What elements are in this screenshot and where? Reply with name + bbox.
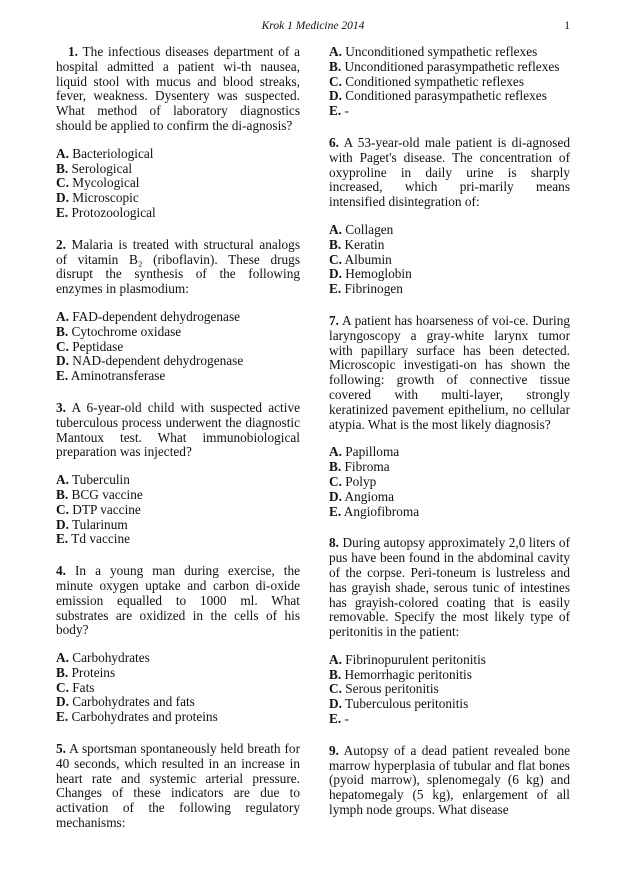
answer-options (329, 45, 570, 119)
answer-option[interactable]: A. Tuberculin (56, 472, 130, 488)
document-title: Krok 1 Medicine 2014 (261, 20, 365, 32)
question-1 (56, 45, 300, 221)
question-number: 8. (329, 535, 339, 551)
answer-option[interactable]: A. FAD-dependent dehydrogenase (56, 308, 241, 324)
answer-options (329, 223, 570, 297)
answer-option[interactable]: D. Carbohydrates and fats (56, 694, 195, 710)
question-6 (329, 136, 570, 297)
answer-option[interactable]: A. Papilloma (329, 444, 400, 460)
answer-option[interactable]: E. Carbohydrates and proteins (56, 709, 218, 725)
answer-options (56, 473, 300, 547)
question-text: The infectious diseases department of a hospital admitted a patient wi-th nausea, liquid stool with mucus and blood streaks, fever, weakness. Dysentery was suspected. What method of laboratory diagnostics should be applied to confirm the di-agnosis? (56, 44, 300, 133)
question-number: 7. (329, 312, 339, 328)
question-text: During autopsy approximately 2,0 liters of pus have been found in the abdominal cavity of the corpse. Peri-toneum is lustreless and has grayish shade, serous tunic of intestines has grayish-colored coating that is easily removable. Specify the most likely type of peritonitis in the patient: (329, 535, 570, 640)
answer-option[interactable]: B. Fibroma (329, 459, 390, 475)
question-text: Malaria is treated with structural analogs of vitamin B₂ (riboflavin). These drugs disrupt the synthesis of the following enzymes in plasmodium: (56, 236, 300, 297)
question-text: A 6-year-old child with suspected active tuberculous process underwent the diagnostic Mantoux test. What immunobiological preparation was injected? (56, 399, 300, 460)
answer-option[interactable]: B. Hemorrhagic peritonitis (329, 666, 472, 682)
answer-option[interactable]: B. Unconditioned parasympathetic reflexes (329, 58, 560, 74)
question-5-options (329, 45, 570, 119)
right-column (329, 45, 570, 826)
question-number: 3. (56, 399, 66, 415)
answer-option[interactable]: E. Td vaccine (56, 531, 130, 547)
page-header (56, 20, 570, 36)
answer-option[interactable]: B. Serological (56, 160, 133, 176)
page-number: 1 (564, 20, 570, 32)
question-3 (56, 401, 300, 547)
question-2 (56, 238, 300, 384)
answer-option[interactable]: D. Angioma (329, 488, 395, 504)
answer-option[interactable]: C. Conditioned sympathetic reflexes (329, 73, 524, 89)
answer-option[interactable]: D. Hemoglobin (329, 266, 412, 282)
question-8 (329, 536, 570, 727)
question-text: A 53-year-old male patient is di-agnosed with Paget's disease. The concentration of oxyproline in daily urine is sharply increased, which pri-marily means intensified disintegration of: (329, 134, 571, 210)
answer-option[interactable]: E. Angiofibroma (329, 503, 420, 519)
answer-option[interactable]: C. Fats (56, 679, 95, 695)
question-5 (56, 742, 300, 831)
answer-option[interactable]: A. Collagen (329, 221, 394, 237)
question-text: In a young man during exercise, the minute oxygen uptake and carbon di-oxide emission equalled to 1000 ml. What substrates are oxidized in the cells of his body? (56, 563, 300, 638)
question-number: 6. (329, 134, 339, 150)
answer-option[interactable]: A. Carbohydrates (56, 650, 150, 666)
answer-option[interactable]: B. BCG vaccine (56, 486, 143, 502)
answer-options (56, 651, 300, 725)
answer-option[interactable]: E. - (329, 103, 349, 119)
answer-option[interactable]: C. Serous peritonitis (329, 681, 439, 697)
answer-options (56, 147, 300, 221)
question-number: 4. (56, 563, 66, 579)
question-9 (329, 744, 570, 818)
answer-option[interactable]: A. Unconditioned sympathetic reflexes (329, 44, 538, 59)
answer-option[interactable]: D. NAD-dependent dehydrogenase (56, 353, 244, 369)
answer-option[interactable]: D. Tuberculous peritonitis (329, 696, 469, 712)
answer-option[interactable]: B. Proteins (56, 664, 116, 680)
question-text: A sportsman spontaneously held breath for 40 seconds, which resulted in an increase in heart rate and systemic arterial pressure. Changes of these indicators are due to activation of the following regulatory mechanisms: (56, 741, 300, 831)
answer-option[interactable]: E. Aminotransferase (56, 368, 166, 384)
answer-option[interactable]: B. Keratin (329, 236, 385, 252)
answer-options (329, 445, 570, 519)
question-number: 2. (56, 236, 66, 252)
answer-option[interactable]: B. Cytochrome oxidase (56, 323, 182, 339)
answer-options (56, 310, 300, 384)
answer-option[interactable]: C. DTP vaccine (56, 501, 141, 517)
question-7 (329, 314, 570, 519)
question-number: 9. (329, 742, 339, 758)
answer-option[interactable]: C. Polyp (329, 473, 377, 489)
answer-option[interactable]: E. Protozoological (56, 204, 156, 220)
answer-option[interactable]: D. Microscopic (56, 190, 139, 206)
question-number: 5. (56, 741, 66, 757)
answer-option[interactable]: D. Tularinum (56, 516, 128, 532)
question-text: A patient has hoarseness of voi-ce. During laryngoscopy a gray-white larynx tumor with papillary surface has been detected. Microscopic investigati-on has shown the following: growth of connective tissue covered with multi-layer, strongly keratinized pavement epithelium, no cellular atypia. What is the most likely diagnosis? (329, 312, 571, 432)
answer-option[interactable]: E. Fibrinogen (329, 281, 403, 297)
question-text: Autopsy of a dead patient revealed bone marrow hyperplasia of tubular and flat bones (pyoid marrow), splenomegaly (6 kg) and hepatomegaly (5 kg), enlargement of all lymph node groups. What disease (329, 742, 570, 818)
answer-option[interactable]: A. Fibrinopurulent peritonitis (329, 651, 486, 667)
question-4 (56, 564, 300, 725)
answer-options (329, 653, 570, 727)
answer-option[interactable]: D. Conditioned parasympathetic reflexes (329, 88, 547, 104)
answer-option[interactable]: C. Albumin (329, 251, 392, 267)
left-column (56, 45, 300, 839)
answer-option[interactable]: A. Bacteriological (56, 145, 154, 161)
answer-option[interactable]: C. Peptidase (56, 338, 124, 354)
answer-option[interactable]: E. - (329, 711, 349, 727)
question-number: 1. (68, 44, 78, 59)
answer-option[interactable]: C. Mycological (56, 175, 140, 191)
